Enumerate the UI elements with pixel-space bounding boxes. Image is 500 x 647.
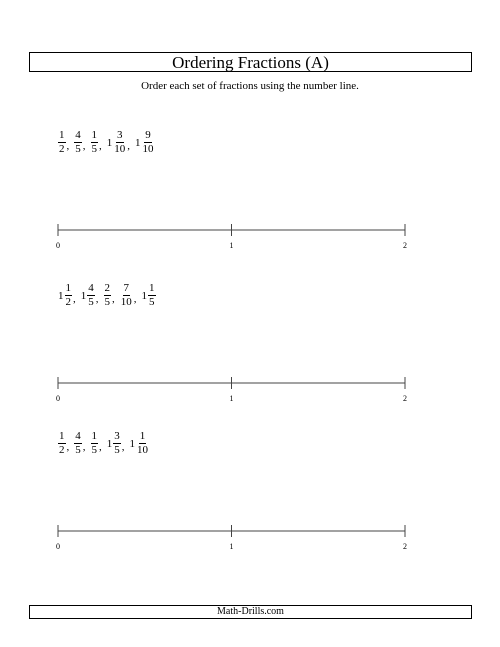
denominator: 10: [142, 143, 154, 155]
number-line: [54, 220, 414, 260]
tick-label: 2: [403, 394, 407, 403]
denominator: 5: [75, 444, 81, 456]
number-line: [54, 521, 414, 561]
whole-number: 1: [106, 437, 113, 450]
fraction-term: [58, 130, 66, 155]
denominator: 2: [65, 296, 71, 308]
tick-label: 1: [229, 542, 234, 551]
fraction: [120, 283, 133, 308]
fraction-term: [142, 283, 156, 308]
denominator: 10: [137, 444, 148, 456]
footer: [29, 605, 472, 619]
title-text: Ordering Fractions (A): [172, 52, 329, 72]
separator: ,: [82, 441, 86, 453]
numerator: 1: [59, 129, 65, 141]
denominator: 5: [104, 296, 110, 308]
fraction: [91, 431, 99, 456]
tick-label: 0: [56, 394, 60, 403]
fraction: [87, 283, 95, 308]
fraction-term: [91, 431, 99, 456]
problem-2: [58, 283, 478, 423]
denominator: 5: [114, 444, 120, 456]
separator: ,: [99, 441, 102, 453]
fraction: [65, 283, 73, 308]
numerator: 1: [91, 430, 97, 442]
separator: ,: [73, 293, 76, 305]
fraction-set: [58, 283, 156, 308]
fraction-term: [81, 283, 95, 308]
fraction: [91, 130, 99, 155]
numerator: 1: [65, 282, 71, 294]
fraction: [74, 431, 82, 456]
fraction-term: [107, 431, 121, 456]
denominator: 5: [91, 444, 97, 456]
denominator: 10: [120, 296, 132, 308]
fraction-term: [120, 283, 133, 308]
whole-number: 1: [135, 136, 141, 149]
numerator: 7: [123, 282, 129, 294]
fraction-term: [74, 431, 82, 456]
whole-number: 1: [129, 437, 135, 450]
numerator: 4: [88, 282, 94, 294]
denominator: 5: [149, 296, 155, 308]
numerator: 1: [139, 430, 146, 442]
numerator: 9: [145, 129, 151, 141]
separator: ,: [66, 140, 70, 152]
fraction-term: [58, 431, 66, 456]
fraction-term: [130, 431, 150, 456]
denominator: 2: [59, 444, 65, 456]
fraction: [136, 431, 149, 456]
numerator: 4: [75, 430, 81, 442]
fraction: [58, 130, 66, 155]
numerator: 4: [75, 129, 81, 141]
fraction-set: [58, 130, 155, 155]
fraction: [142, 130, 155, 155]
numerator: 1: [59, 430, 65, 442]
separator: ,: [66, 441, 70, 453]
whole-number: 1: [80, 289, 87, 302]
denominator: 5: [75, 143, 81, 155]
numerator: 3: [114, 430, 120, 442]
fraction: [74, 130, 82, 155]
separator: ,: [112, 293, 115, 305]
tick-label: 2: [403, 542, 407, 551]
separator: ,: [127, 140, 130, 152]
worksheet-title: [29, 52, 472, 72]
tick-label: 2: [403, 241, 407, 250]
whole-number: 1: [106, 136, 113, 149]
fraction-term: [107, 130, 127, 155]
fraction-term: [135, 130, 155, 155]
fraction-term: [104, 283, 112, 308]
fraction: [58, 431, 66, 456]
denominator: 2: [59, 143, 65, 155]
separator: ,: [133, 293, 137, 305]
separator: ,: [82, 140, 86, 152]
problem-1: [58, 130, 478, 270]
denominator: 5: [88, 296, 94, 308]
numerator: 1: [91, 129, 97, 141]
separator: ,: [121, 441, 125, 453]
denominator: 10: [114, 143, 126, 155]
numerator: 2: [104, 282, 110, 294]
numerator: 3: [117, 129, 123, 141]
tick-label: 0: [56, 542, 60, 551]
denominator: 5: [91, 143, 97, 155]
whole-number: 1: [58, 289, 64, 302]
fraction: [113, 130, 126, 155]
fraction-term: [91, 130, 99, 155]
number-line: [54, 373, 414, 413]
fraction: [104, 283, 112, 308]
fraction: [113, 431, 121, 456]
fraction-term: [74, 130, 82, 155]
separator: ,: [95, 293, 99, 305]
fraction-set: [58, 431, 149, 456]
whole-number: 1: [141, 289, 147, 302]
footer-text: Math-Drills.com: [217, 606, 284, 617]
tick-label: 1: [229, 394, 234, 403]
tick-label: 0: [56, 241, 60, 250]
instructions: Order each set of fractions using the number line.: [141, 80, 359, 92]
fraction: [148, 283, 156, 308]
tick-label: 1: [229, 241, 234, 250]
fraction-term: [58, 283, 72, 308]
separator: ,: [99, 140, 102, 152]
problem-3: [58, 431, 478, 571]
numerator: 1: [149, 282, 155, 294]
